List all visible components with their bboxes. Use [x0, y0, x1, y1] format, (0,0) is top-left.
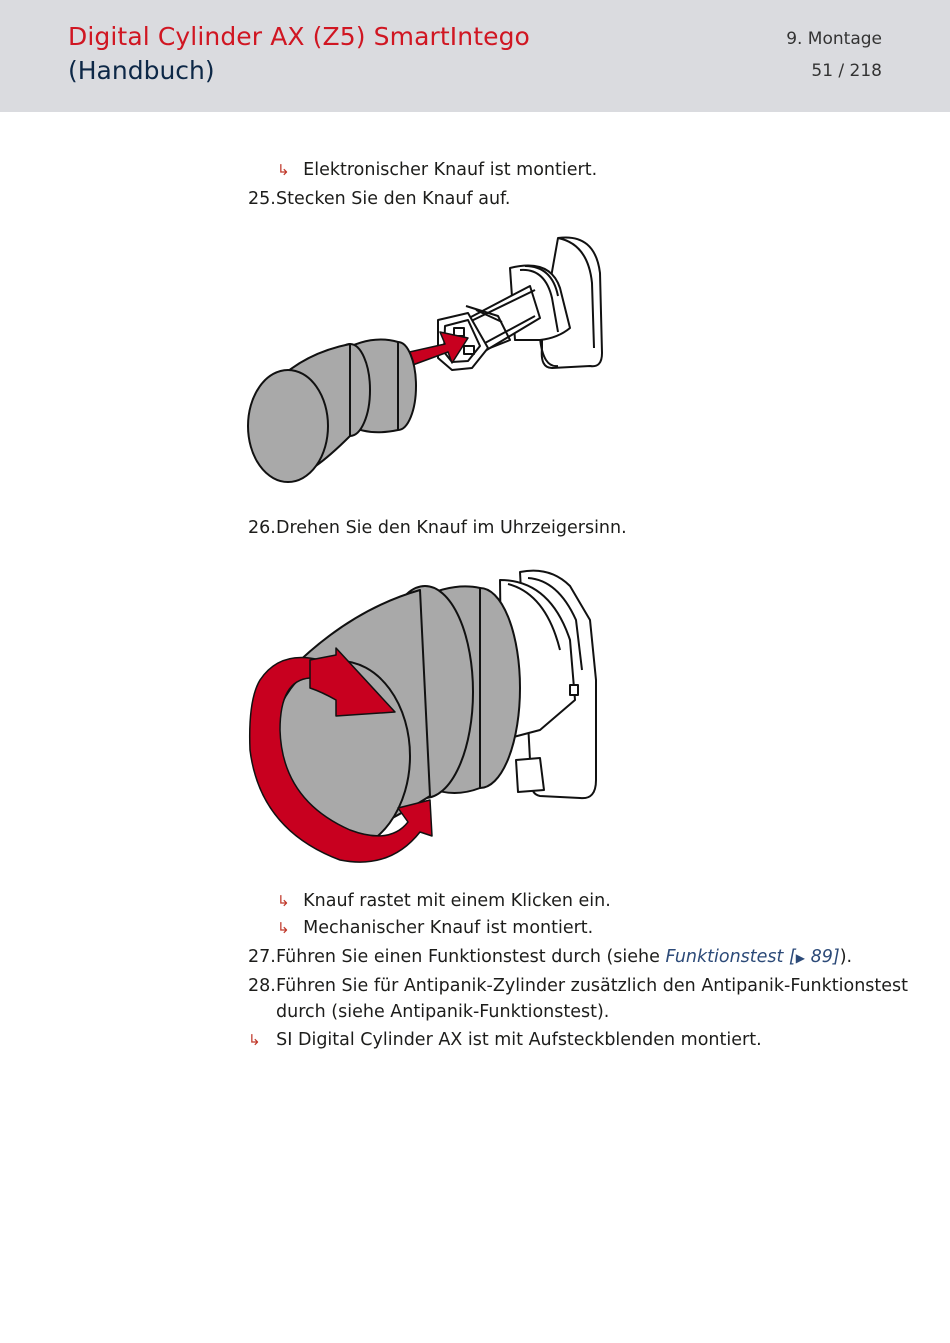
result-arrow-icon: ↳ [277, 892, 290, 910]
step-number: 26. [248, 518, 276, 538]
result-item [277, 888, 611, 914]
result-item [277, 157, 597, 183]
step-number: 28. [248, 976, 276, 996]
step-number: 27. [248, 947, 276, 967]
step-text: Führen Sie einen Funktionstest durch (siehe [276, 947, 666, 967]
result-text: Knauf rastet mit einem Klicken ein. [303, 891, 611, 911]
step-26 [248, 515, 627, 541]
step-27: 27.Führen Sie einen Funktionstest durch (siehe Funktionstest [▶ 89]). [248, 944, 852, 971]
step-28 [248, 973, 908, 999]
knob-turn-illustration [240, 560, 620, 875]
page-number: 51 / 218 [811, 61, 882, 81]
step-text: durch (siehe Antipanik-Funktionstest). [276, 1002, 610, 1022]
result-arrow-icon: ↳ [277, 919, 290, 937]
result-text: Elektronischer Knauf ist montiert. [303, 160, 598, 180]
document-subtitle: (Handbuch) [68, 56, 215, 85]
final-result [248, 1027, 762, 1053]
funktionstest-link[interactable]: Funktionstest [▶ 89] [665, 947, 840, 967]
play-arrow-icon: ▶ [795, 951, 806, 965]
result-text: Mechanischer Knauf ist montiert. [303, 918, 594, 938]
step-25 [248, 186, 511, 212]
knob-attach-illustration [240, 228, 620, 498]
step-text: Führen Sie für Antipanik-Zylinder zusätzlich den Antipanik-Funktionstest [276, 976, 909, 996]
result-arrow-icon: ↳ [248, 1031, 261, 1049]
document-title: Digital Cylinder AX (Z5) SmartIntego [68, 22, 530, 51]
step-text: Drehen Sie den Knauf im Uhrzeigersinn. [276, 518, 627, 538]
page-header [0, 0, 950, 112]
step-text: Stecken Sie den Knauf auf. [276, 189, 511, 209]
result-item [277, 915, 593, 941]
step-28-continuation [276, 999, 609, 1025]
result-text: SI Digital Cylinder AX ist mit Aufsteckblenden montiert. [276, 1030, 762, 1050]
step-number: 25. [248, 189, 276, 209]
result-arrow-icon: ↳ [277, 161, 290, 179]
chapter-label: 9. Montage [786, 29, 882, 49]
